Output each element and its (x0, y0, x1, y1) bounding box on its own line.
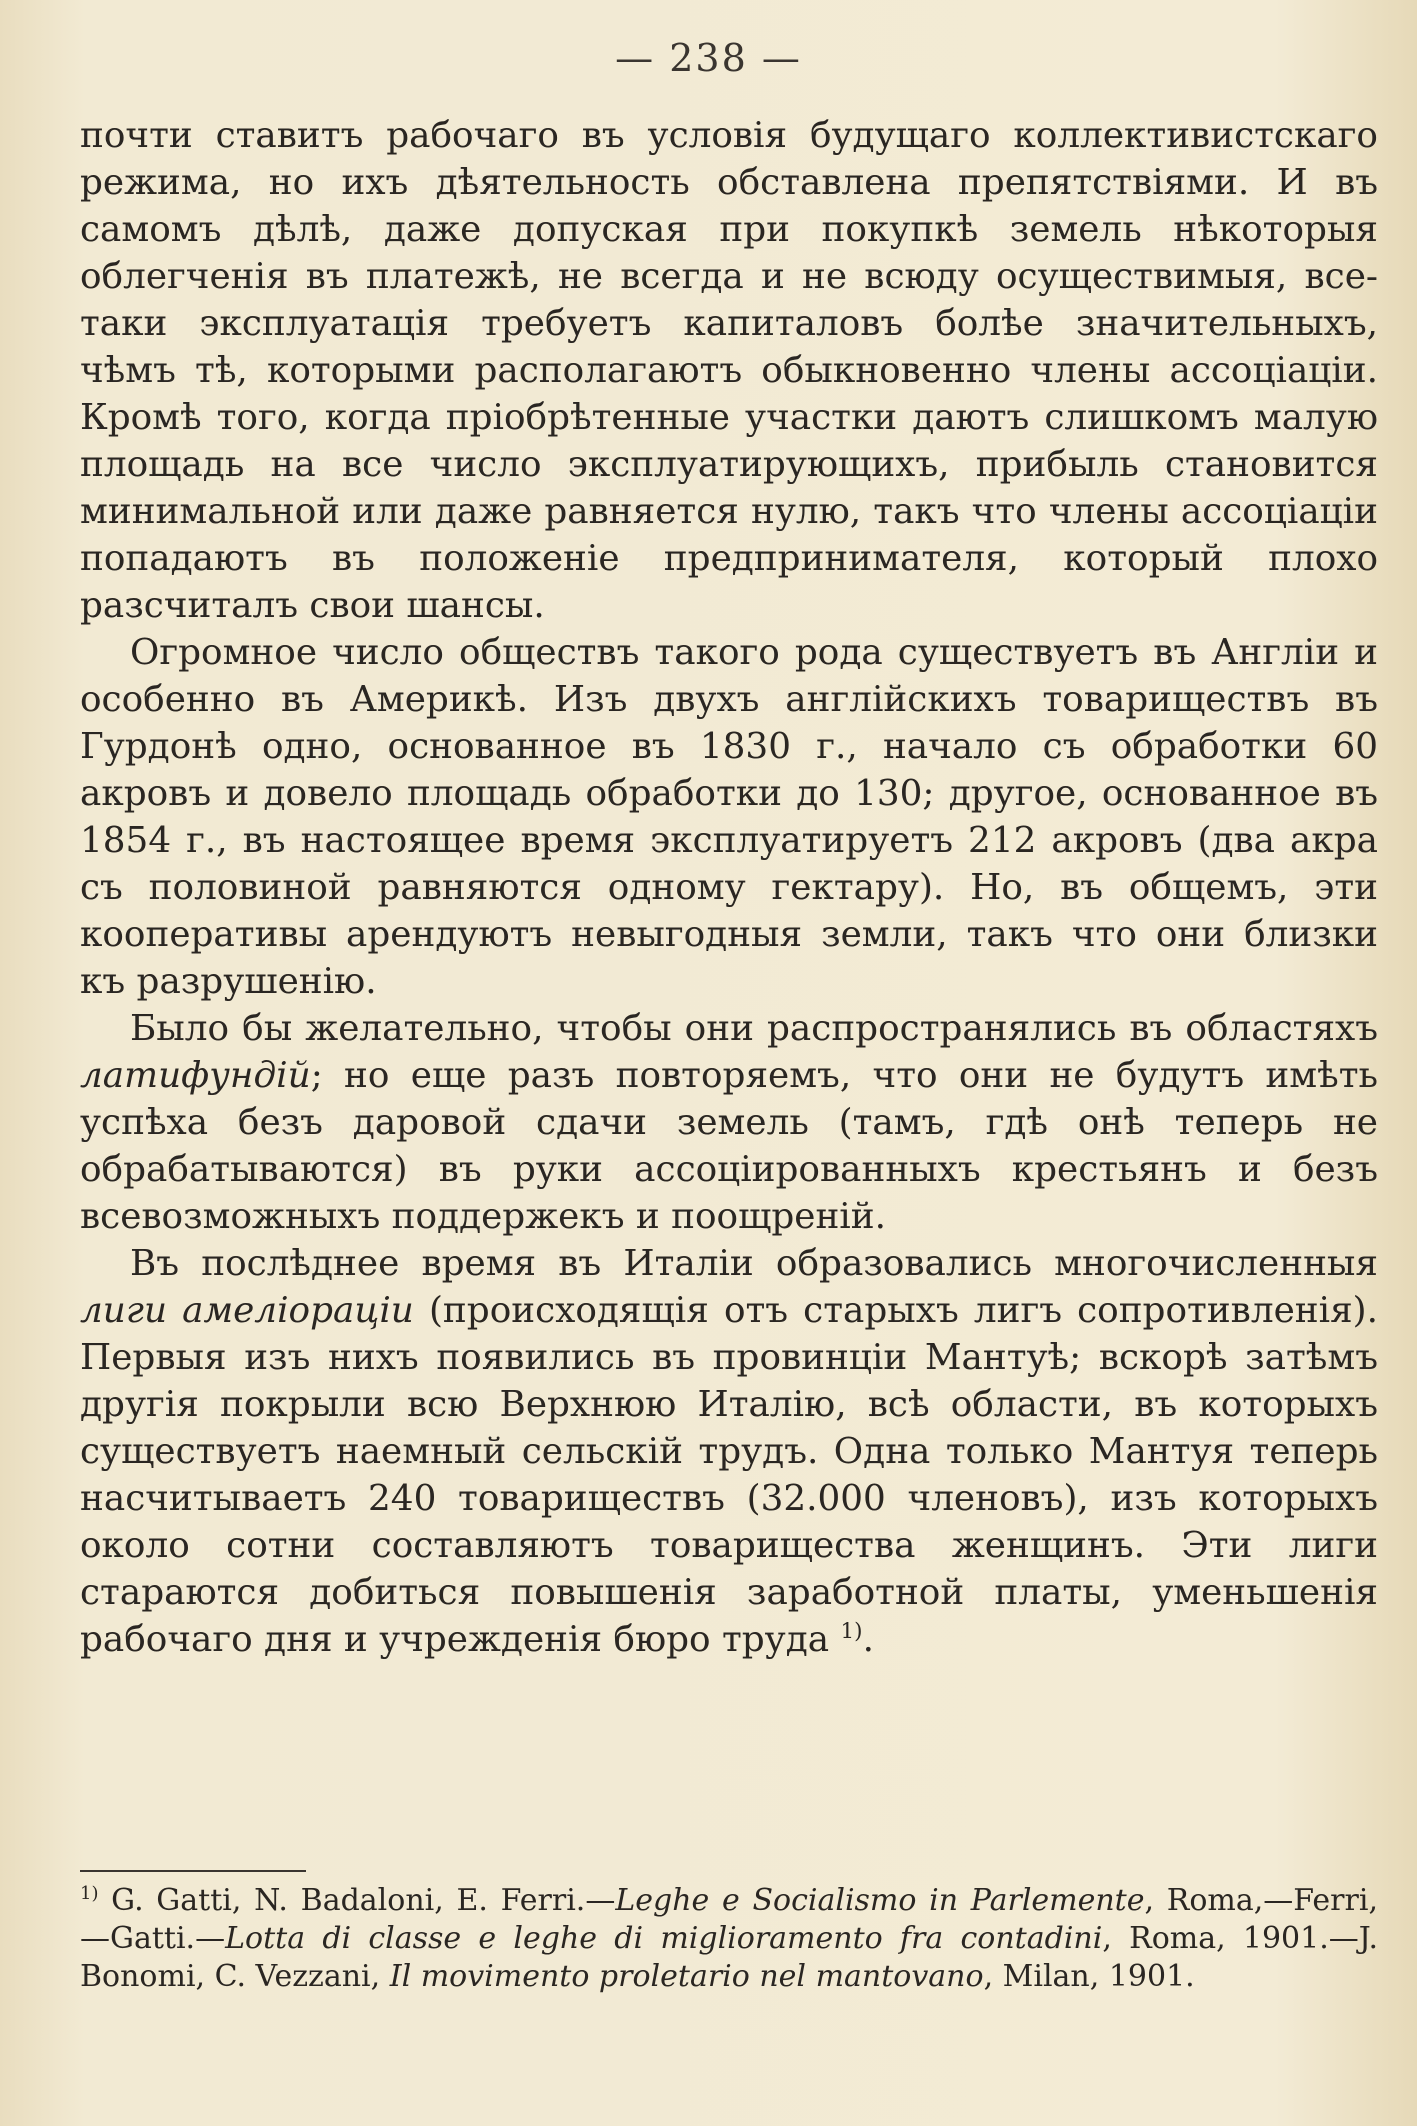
italic-title: Leghe e Socialismo in Parlemente (615, 1883, 1145, 1918)
text-segment: Было бы желательно, чтобы они распространялись въ областяхъ (130, 1008, 1378, 1049)
text-segment: G. Gatti, N. Badaloni, E. Ferri.— (98, 1883, 616, 1918)
italic-title: Il movimento proletario nel mantovano (389, 1959, 984, 1994)
paragraph-1 (80, 112, 1378, 629)
italic-title: Lotta di classe e leghe di miglioramento fra contadini (225, 1921, 1103, 1956)
page-number: — 238 — (615, 36, 802, 80)
text-segment: , Roma,—Ferri, —Gatti.— (80, 1883, 1378, 1956)
italic-term-leagues: лиги амеліораціи (80, 1290, 414, 1331)
footnote-marker: 1) (80, 1883, 99, 1904)
footnotes (80, 1882, 1378, 1996)
italic-term-latifundia: латифундій (80, 1055, 311, 1096)
paragraph-2 (80, 629, 1378, 1005)
text-segment: . (862, 1619, 874, 1660)
text-segment: Огромное число обществъ такого рода существуетъ въ Англіи и особенно въ Америкѣ. Изъ двухъ англійскихъ товариществъ въ Гурдонѣ одно, основанное въ 1830 г., начало съ обработки 60 акровъ и довело площадь обработки до 130; другое, основанное въ 1854 г., въ настоящее время эксплуатируетъ 212 акровъ (два акра съ половиной равняются одному гектару). Но, въ общемъ, эти кооперативы арендуютъ невыгодныя земли, такъ что они близки къ разрушенію. (80, 632, 1378, 1002)
text-segment: почти ставитъ рабочаго въ условія будущаго коллективистскаго режима, но ихъ дѣятельность обставлена препятствіями. И въ самомъ дѣлѣ, даже допуская при покупкѣ земель нѣкоторыя облегченія въ платежѣ, не всегда и не всюду осуществимыя, все-таки эксплуатація требуетъ капиталовъ болѣе значительныхъ, чѣмъ тѣ, которыми располагаютъ обыкновенно члены ассоціаціи. Кромѣ того, когда пріобрѣтенные участки даютъ слишкомъ малую площадь на все число эксплуатирующихъ, прибыль становится минимальной или даже равняется нулю, такъ что члены ассоціаціи попадаютъ въ положеніе предпринимателя, который плохо разсчиталъ свои шансы. (80, 115, 1378, 626)
text-segment: , Roma, 1901.—J. Bonomi, C. Vezzani, (80, 1921, 1378, 1994)
text-segment: , Milan, 1901. (983, 1959, 1195, 1994)
footnote-divider (80, 1870, 306, 1872)
paragraph-3 (80, 1005, 1378, 1240)
main-text (80, 112, 1378, 1663)
footnote-1 (80, 1882, 1378, 1996)
paragraph-4 (80, 1240, 1378, 1663)
text-segment: (происходящія отъ старыхъ лигъ сопротивленія). Первыя изъ нихъ появились въ провинціи Мантуѣ; вскорѣ затѣмъ другія покрыли всю Верхнюю Италію, всѣ области, въ которыхъ существуетъ наемный сельскій трудъ. Одна только Мантуя теперь насчитываетъ 240 товариществъ (32.000 членовъ), изъ которыхъ около сотни составляютъ товарищества женщинъ. Эти лиги стараются добиться повышенія заработной платы, уменьшенія рабочаго дня и учрежденія бюро труда (80, 1290, 1378, 1660)
footnote-ref[interactable]: 1) (840, 1619, 863, 1645)
text-segment: Въ послѣднее время въ Италіи образовались многочисленныя (130, 1243, 1378, 1284)
text-segment: ; но еще разъ повторяемъ, что они не будутъ имѣть успѣха безъ даровой сдачи земель (тамъ, гдѣ онѣ теперь не обрабатываются) въ руки ассоціированныхъ крестьянъ и безъ всевозможныхъ поддержекъ и поощреній. (80, 1055, 1378, 1237)
